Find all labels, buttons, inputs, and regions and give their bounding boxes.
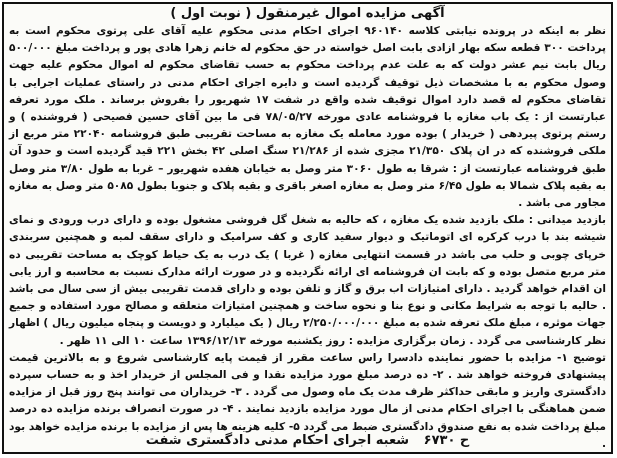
notice-paragraph-inspection: بازدید میدانی : ملک بازدید شده یک مغازه ، که حالیه به شغل گل فروشی مشغول بوده و دارای درب ورودی و نمای شیشه بند با درب کرکره ای اتوماتیک و دیوار سفید کاری و کف سرامیک و دارای سقف لمبه و همچنین سربندی خرپای چوبی و حلب می باشد در قسمت انتهایی مغازه ( غربا ) یک درب به یک حیاط کوچک به مساحت تقریبی ده متر مربع متصل بوده و که بابت ان فروشنامه ای ارائه نگردیده و در صورت ارائه مدارک نسبت به محاسبه و ارز یابی ان اقدام خواهد گردید . دارای امتیازات اب برق و گاز و تلفن بوده و دارای قدمت تقریبی بیش از سی سال می باشد . حالیه با توجه به شرایط مکانی و نوع بنا و نحوه ساخت و همچنین امتیازات متعلقه و مصالح مورد استفاده و جمیع جهات موثره ، مبلغ ملک تعرفه شده به مبلغ ۲/۲۵۰/۰۰۰/۰۰۰ ریال ( یک میلیارد و دویست و پنجاه میلیون ریال ) اظهار نظر کارشناسی می گردد . زمان برگزاری مزایده : روز یکشنبه مورخه ۱۳۹۶/۱۲/۱۳ ساعت ۱۰ الی ۱۱ ظهر . bbox=[9, 214, 606, 347]
notice-paragraph-property: نظر به اینکه در پرونده نیابتی کلاسه ۹۶۰۱۴۰ اجرای احکام مدنی محکوم علیه آقای علی پرتوی محکوم است به پرداخت ۳۰۰ قطعه سکه بهار ازادی بابت اصل خواسته در حق محکوم له خانم زهرا هادی پور و پرداخت مبلغ ۵۰۰/۰۰۰ ریال بابت نیم عشر دولت که به علت عدم پرداخت محکوم به حسب تقاضای محکوم له اموال محکوم علیه جهت وصول محکوم به با مشخصات ذیل توقیف گردیده است و دایره اجرای احکام مدنی در راستای عملیات اجرایی با تقاضای محکوم له قصد دارد اموال توقیف شده واقع در شفت ۱۷ شهریور را بفروش برساند . ملک مورد تعرفه عبارتست از : یک باب مغازه با فروشنامه عادی مورخه ۷۸/۰۵/۲۷ فی ما بین آقای حسین فصیحی ( فروشنده ) و رستم پرتوی پیردهی ( خریدار ) بوده مورد معامله یک مغازه به مساحت تقریبی طبق فروشنامه ۲۲۰۴۰ متر مربع از ملکی فروشنده که در ان پلاک ۲۱/۳۵۰ مجزی شده از ۲۱/۲۸۶ سنگ اصلی ۴۲ بخش ۲۲۱ قید گردیده است و حدود آن طبق فروشنامه عبارتست از : شرقا به طول ۳۰۶۰ متر وصل به خیابان هفده شهریور – غربا به طول ۳/۸۰ متر وصل به بقیه پلاک شمالا به طول ۶/۴۵ متر وصل به مغازه اصغر باقری و بقیه پلاک و جنوبا بطول ۵۰۸۵ متر وصل به مغازه مجاور می باشد . bbox=[9, 25, 606, 210]
notice-issuer: شعبه اجرای احکام مدنی دادگستری شفت bbox=[145, 433, 410, 448]
notice-body bbox=[4, 23, 611, 453]
notice-title: آگهی مزایده اموال غیرمنقول ( نوبت اول ) bbox=[170, 6, 445, 21]
notice-code: ح ۶۷۳۰ bbox=[423, 433, 470, 448]
notice-paragraph-terms: توضیح ۱- مزایده با حضور نماینده دادسرا راس ساعت مقرر از قیمت پایه کارشناسی شروع و به بالاترین قیمت پیشنهادی فروخته خواهد شد . ۲- ده درصد مبلغ مورد مزایده نقدا و فی المجلس از خریدار اخذ و به حساب سپرده دادگستری واریز و مابقی حداکثر ظرف مدت یک ماه وصول می گردد . ۳- خریداران می توانند پنج روز قبل از مزایده ضمن هماهنگی با اجرای احکام مدنی از مال مورد مزایده بازدید نمایند . ۴- در صورت انصراف برنده مزایده ده درصد مبلغ پرداخت شده به نفع صندوق دادگستری ضبط می گردد ۵- کلیه هزینه ها پس از مزایده با برنده مزایده خواهد بود . bbox=[9, 351, 607, 450]
notice-footer bbox=[4, 432, 611, 450]
auction-notice bbox=[2, 2, 613, 454]
